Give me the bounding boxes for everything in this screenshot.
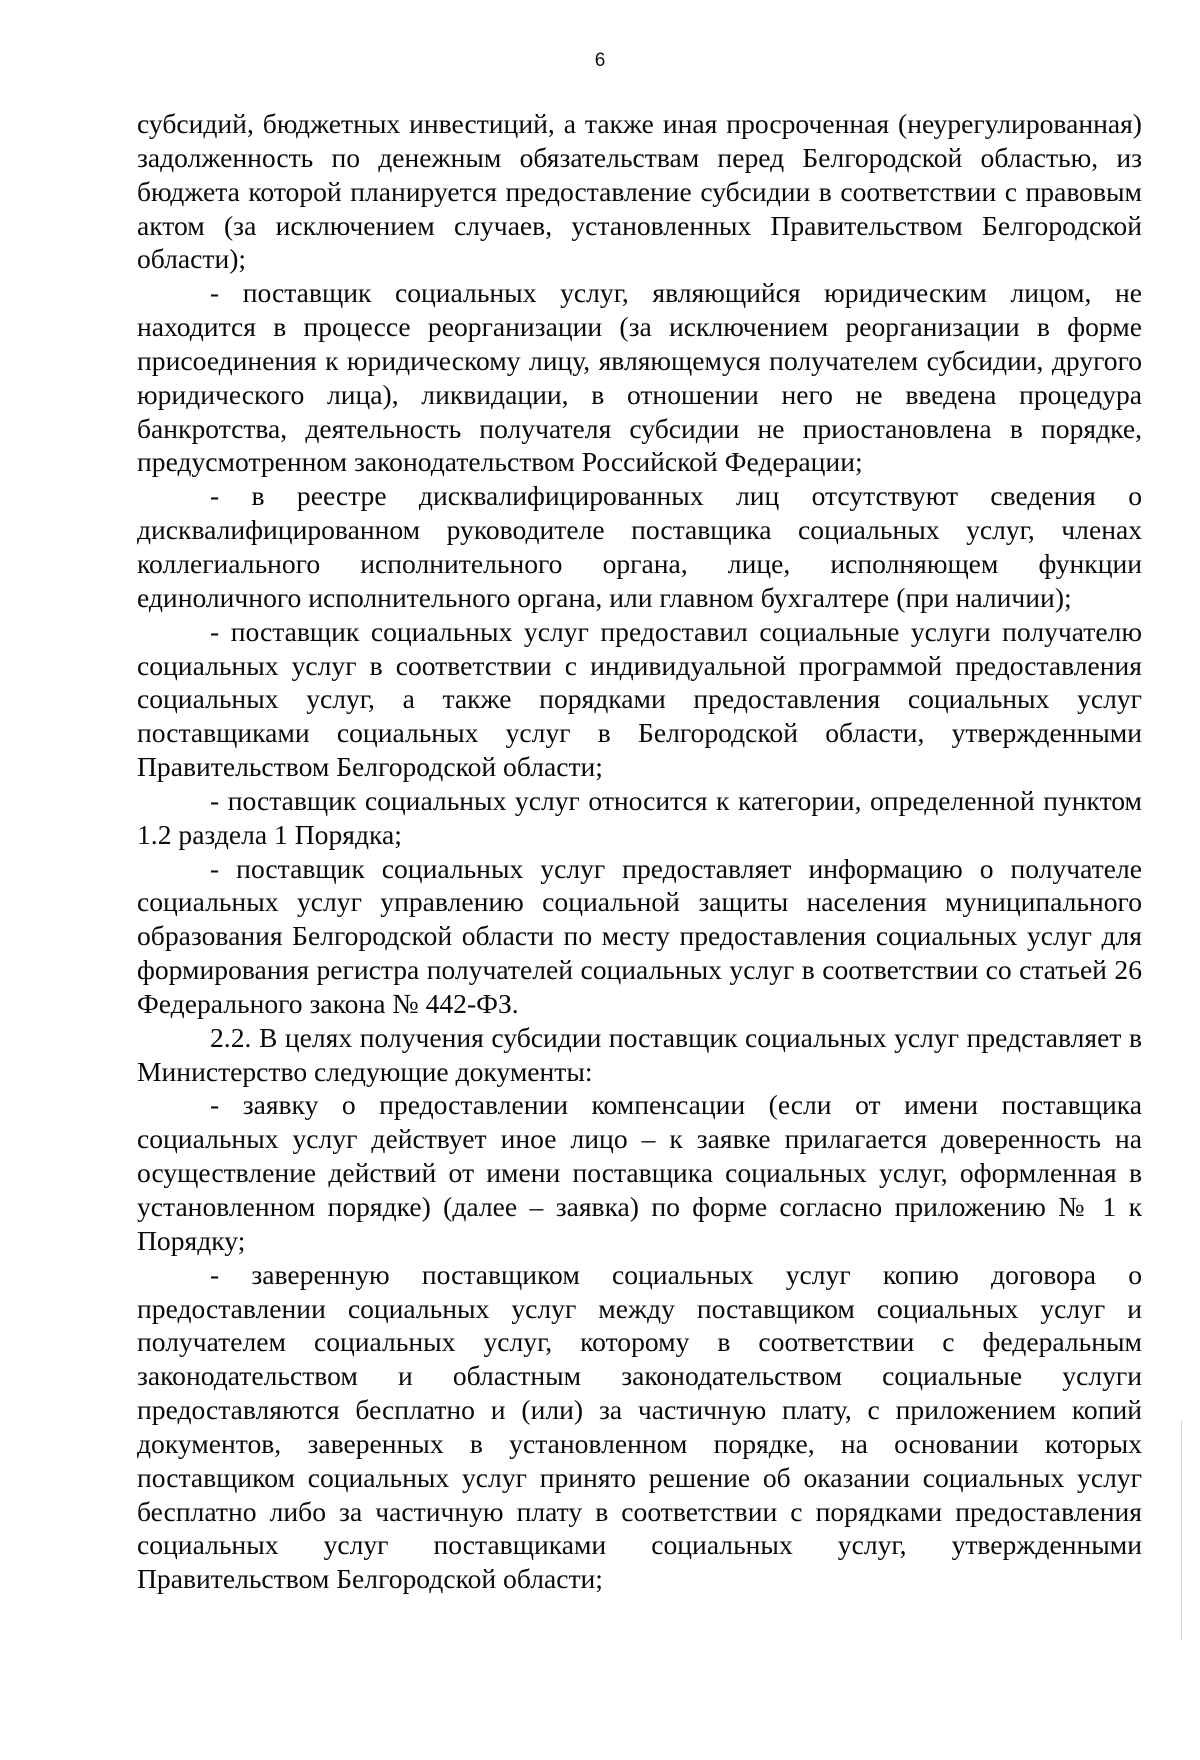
- page-number: 6: [594, 50, 606, 71]
- paragraph-4: - поставщик социальных услуг предоставил социальные услуги получателю социальных услуг в соответствии с индивидуальной программой предоставления социальных услуг, а также порядками предоставления социальных услуг поставщиками социальных услуг в Белгородской области, утвержденными Правительством Белгородской области;: [137, 615, 1142, 783]
- paragraph-7: 2.2. В целях получения субсидии поставщик социальных услуг представляет в Министерство следующие документы:: [137, 1021, 1142, 1087]
- paragraph-6: - поставщик социальных услуг предоставляет информацию о получателе социальных услуг управлению социальной защиты населения муниципального образования Белгородской области по месту предоставления социальных услуг для формирования регистра получателей социальных услуг в соответствии со статьей 26 Федерального закона № 442-ФЗ.: [137, 852, 1142, 1019]
- paragraph-9: - заверенную поставщиком социальных услуг копию договора о предоставлении социальных услуг между поставщиком социальных услуг и получателем социальных услуг, которому в соответствии с федеральным законодательством и областным законодательством социальные услуги предоставляются бесплатно и (или) за частичную плату, с приложением копий документов, заверенных в установленном порядке, на основании которых поставщиком социальных услуг принято решение об оказании социальных услуг бесплатно либо за частичную плату в соответствии с порядками предоставления социальных услуг поставщиками социальных услуг, утвержденными Правительством Белгородской области;: [137, 1258, 1142, 1595]
- paragraph-5: - поставщик социальных услуг относится к категории, определенной пунктом 1.2 раздела 1 Порядка;: [137, 784, 1142, 850]
- paragraph-1: субсидий, бюджетных инвестиций, а также иная просроченная (неурегулированная) задолженность по денежным обязательствам перед Белгородской областью, из бюджета которой планируется предоставление субсидии в соответствии с правовым актом (за исключением случаев, установленных Правительством Белгородской области);: [137, 108, 1142, 275]
- document-body: [137, 107, 1142, 1596]
- paragraph-3: - в реестре дисквалифицированных лиц отсутствуют сведения о дисквалифицированном руководителе поставщика социальных услуг, членах коллегиального исполнительного органа, лице, исполняющем функции единоличного исполнительного органа, или главном бухгалтере (при наличии);: [137, 480, 1142, 613]
- scan-edge-line: [1181, 1420, 1182, 1640]
- paragraph-8: - заявку о предоставлении компенсации (если от имени поставщика социальных услуг действует иное лицо – к заявке прилагается доверенность на осуществление действий от имени поставщика социальных услуг, оформленная в установленном порядке) (далее – заявка) по форме согласно приложению № 1 к Порядку;: [137, 1089, 1142, 1256]
- paragraph-2: - поставщик социальных услуг, являющийся юридическим лицом, не находится в процессе реорганизации (за исключением реорганизации в форме присоединения к юридическому лицу, являющемуся получателем субсидии, другого юридического лица), ликвидации, в отношении него не введена процедура банкротства, деятельность получателя субсидии не приостановлена в порядке, предусмотренном законодательством Российской Федерации;: [137, 277, 1142, 478]
